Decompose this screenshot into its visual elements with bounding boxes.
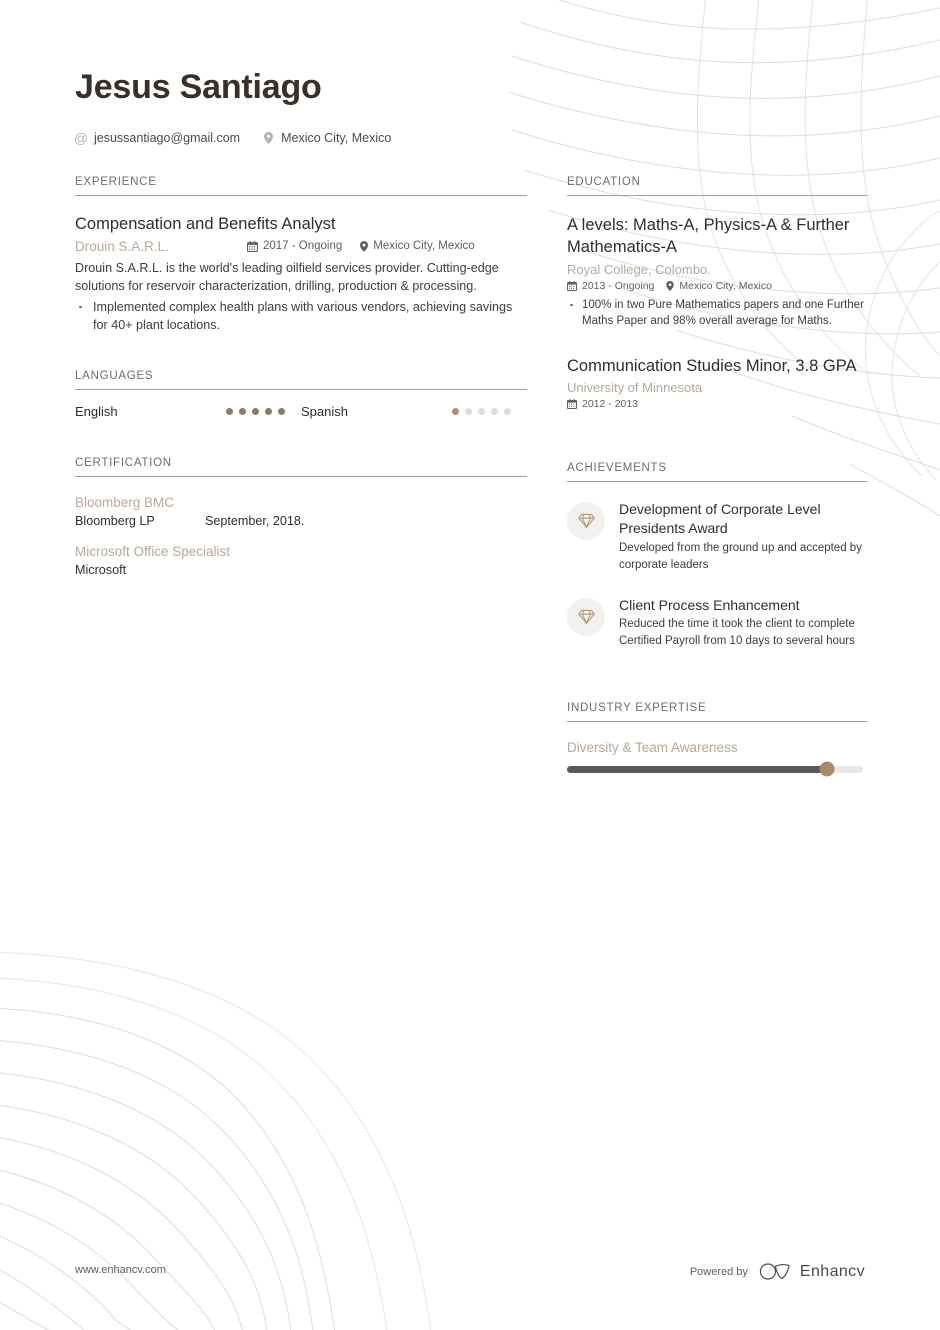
enhancv-brand-name: Enhancv (799, 1262, 865, 1280)
powered-by-label: Powered by (689, 1265, 748, 1278)
location-pin-icon (262, 131, 274, 145)
experience-location (360, 240, 474, 252)
language-rating-spanish (452, 408, 527, 415)
certification-date: September, 2018. (205, 514, 305, 529)
contact-location (262, 131, 391, 145)
experience-description: Drouin S.A.R.L. is the world's leading oilfield services provider. Cutting-edge solutions for reservoir characterization, drilling, production & processing. (75, 260, 499, 294)
at-icon: @ (73, 130, 89, 146)
language-name: Spanish (301, 404, 348, 420)
language-item-spanish (301, 404, 527, 419)
section-divider (567, 195, 867, 196)
section-divider (567, 481, 867, 482)
rating-dot (265, 408, 272, 415)
education-entry (567, 214, 867, 329)
rating-dot (465, 408, 472, 415)
section-industry-expertise (567, 702, 867, 773)
skill-item (567, 740, 867, 773)
enhancv-logo[interactable] (759, 1262, 865, 1281)
section-achievements (567, 462, 867, 649)
experience-bullet-list (75, 298, 527, 335)
experience-meta-row (75, 239, 527, 254)
contact-email[interactable] (75, 131, 240, 145)
section-languages (75, 370, 527, 419)
skill-slider[interactable] (567, 766, 863, 773)
certification-issuer: Microsoft (75, 563, 127, 578)
achievement-body (619, 596, 867, 650)
rating-dot (239, 408, 246, 415)
education-location-text: Mexico City, Mexico (679, 279, 772, 292)
section-title-education: EDUCATION (567, 176, 641, 188)
skill-name: Diversity & Team Awareness (567, 739, 738, 755)
achievement-badge (567, 598, 605, 636)
education-dates-text: 2012 - 2013 (582, 398, 639, 411)
diamond-icon (578, 609, 595, 625)
diamond-icon (578, 513, 595, 529)
certification-item (75, 495, 527, 528)
achievement-description: Developed from the ground up and accepted by corporate leaders (619, 542, 862, 571)
calendar-icon (567, 399, 577, 409)
education-meta-row (567, 398, 867, 410)
page-title: Jesus Santiago (75, 68, 322, 106)
experience-dates (247, 240, 342, 252)
experience-bullet: Implemented complex health plans with various vendors, achieving savings for 40+ plant locations. (75, 298, 527, 335)
rating-dot (278, 408, 285, 415)
rating-dot (478, 408, 485, 415)
section-title-certification: CERTIFICATION (75, 457, 172, 470)
experience-job-title: Compensation and Benefits Analyst (75, 215, 336, 233)
education-meta-row (567, 280, 867, 292)
language-name: English (75, 404, 118, 420)
footer-website-url[interactable]: www.enhancv.com (75, 1264, 166, 1276)
section-experience (75, 176, 527, 334)
section-title-experience: EXPERIENCE (75, 176, 157, 188)
experience-company: Drouin S.A.R.L. (75, 238, 169, 254)
location-pin-icon (360, 241, 368, 252)
certification-issuer: Bloomberg LP (75, 514, 155, 529)
contact-location-text: Mexico City, Mexico (281, 131, 392, 145)
language-rating-english (226, 408, 301, 415)
achievement-body (619, 500, 867, 573)
education-bullet: 100% in two Pure Mathematics papers and one Further Maths Paper and 98% overall average for Maths. (567, 297, 867, 330)
slider-fill (567, 766, 827, 773)
education-location (666, 280, 772, 292)
rating-dot (252, 408, 259, 415)
section-title-languages: LANGUAGES (75, 370, 154, 383)
rating-dot (491, 408, 498, 415)
calendar-icon (567, 281, 577, 291)
certification-detail-row (75, 514, 527, 528)
certification-title: Microsoft Office Specialist (75, 544, 231, 560)
languages-grid (75, 404, 527, 419)
section-title-industry-expertise: INDUSTRY EXPERTISE (567, 701, 707, 714)
calendar-icon (247, 241, 258, 252)
section-certification (75, 457, 527, 577)
right-column (567, 176, 867, 787)
education-school: University of Minnesota (567, 380, 703, 396)
achievement-description: Reduced the time it took the client to complete Certified Payroll from 10 days to several hours (619, 618, 855, 648)
education-dates (567, 280, 654, 292)
experience-entry (75, 214, 527, 334)
education-dates (567, 398, 638, 410)
education-entry (567, 355, 867, 410)
certification-title: Bloomberg BMC (75, 495, 175, 511)
achievement-item (567, 500, 867, 573)
certification-item (75, 544, 527, 577)
certification-detail-row (75, 563, 527, 577)
education-bullet-list (567, 297, 867, 330)
rating-dot (226, 408, 233, 415)
footer-brand (690, 1262, 865, 1281)
language-item-english (75, 404, 301, 419)
section-divider (75, 389, 527, 390)
experience-location-text: Mexico City, Mexico (373, 240, 475, 253)
contact-email-text: jesussantiago@gmail.com (94, 131, 241, 145)
section-divider (75, 476, 527, 477)
contact-row (75, 131, 391, 145)
location-pin-icon (666, 281, 674, 291)
education-degree: A levels: Maths-A, Physics-A & Further Mathematics-A (567, 216, 850, 257)
section-education (567, 176, 867, 410)
achievement-item (567, 596, 867, 650)
education-school: Royal College, Colombo. (567, 261, 711, 277)
slider-knob[interactable] (820, 762, 835, 777)
left-column (75, 176, 527, 593)
achievement-title: Development of Corporate Level Presidents Award (619, 501, 821, 537)
section-divider (567, 721, 867, 722)
rating-dot (452, 408, 459, 415)
enhancv-mark-icon (759, 1262, 793, 1281)
section-divider (75, 195, 527, 196)
achievement-badge (567, 502, 605, 540)
education-degree: Communication Studies Minor, 3.8 GPA (567, 357, 857, 376)
rating-dot (504, 408, 511, 415)
achievement-title: Client Process Enhancement (619, 596, 800, 613)
education-dates-text: 2013 - Ongoing (582, 279, 655, 292)
experience-dates-text: 2017 - Ongoing (263, 240, 343, 253)
section-title-achievements: ACHIEVEMENTS (567, 462, 667, 475)
